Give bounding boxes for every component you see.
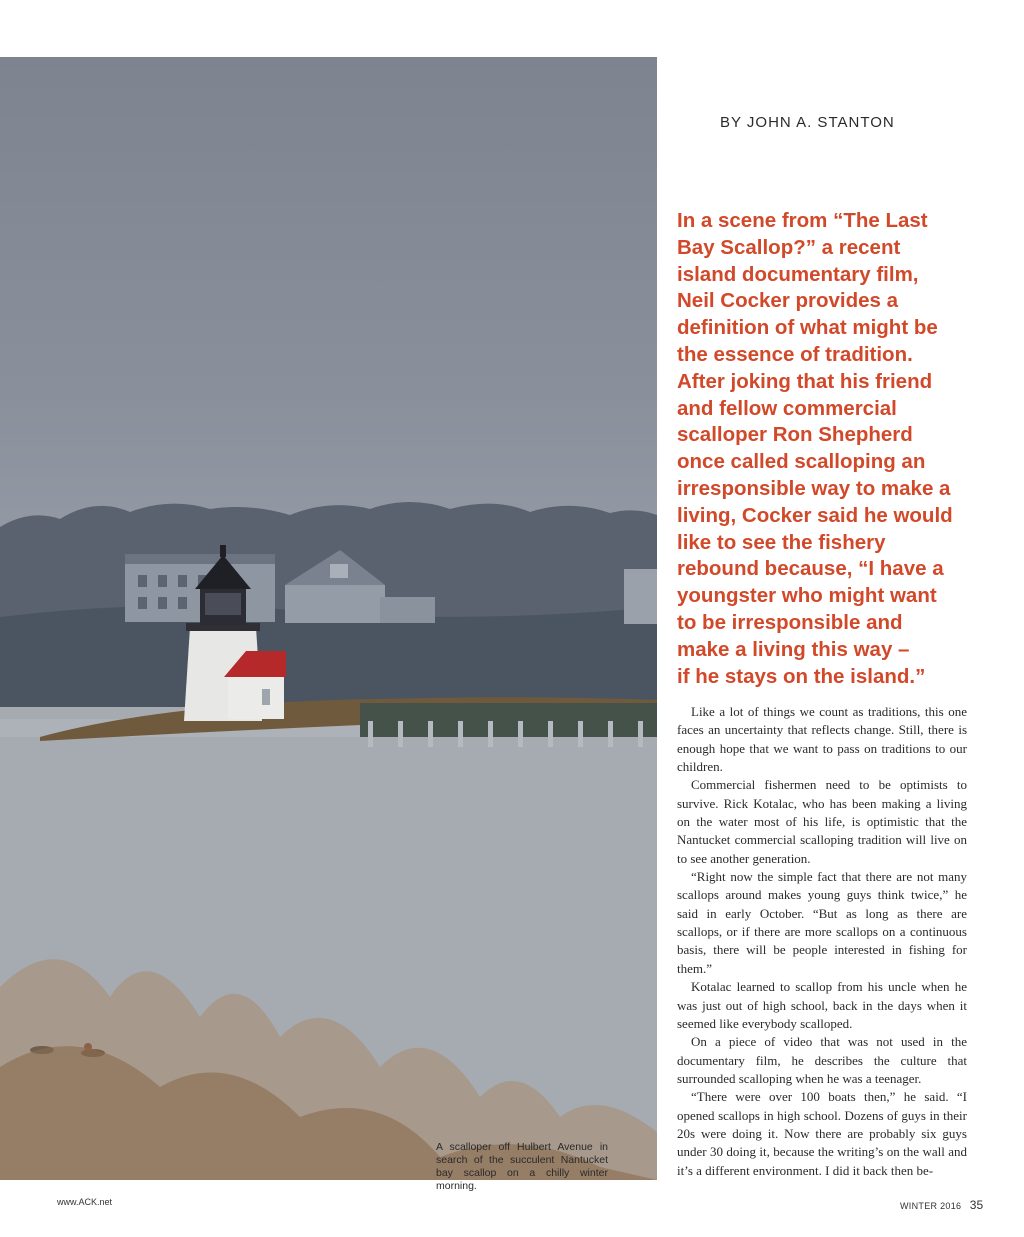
pull-quote-line: Bay Scallop?” a recent: [677, 235, 901, 259]
footer-website: www.ACK.net: [57, 1197, 113, 1207]
pull-quote-line: and fellow commercial: [677, 396, 897, 420]
photo-caption: A scalloper off Hulbert Avenue in search of the succulent Nantucket bay scallop on a chilly winter morning.: [436, 1141, 608, 1192]
body-paragraph: Commercial fishermen need to be optimists to survive. Rick Kotalac, who has been making a living on the water most of his life, is optimistic that the Nantucket commercial scalloping tradition will live on to see another generation.: [677, 777, 967, 866]
footer-folio: [900, 1196, 983, 1214]
pull-quote-line: Neil Cocker provides a: [677, 289, 899, 313]
pull-quote-line: island documentary film,: [677, 262, 919, 286]
pull-quote-line: living, Cocker said he would: [677, 503, 953, 527]
pull-quote-line: like to see the fishery: [677, 530, 886, 554]
pull-quote-line: definition of what might be: [677, 316, 938, 340]
pull-quote-line: scalloper Ron Shepherd: [677, 423, 913, 447]
pull-quote-line: make a living this way –: [677, 637, 910, 661]
pull-quote-line: if he stays on the island.”: [677, 664, 926, 688]
lighthouse-scene-illustration: [0, 57, 657, 1180]
body-paragraph: Like a lot of things we count as traditions, this one faces an uncertainty that reflects change. Still, there is enough hope that we want to pass on traditions to our children.: [677, 704, 967, 775]
pull-quote: [677, 208, 977, 690]
pull-quote-line: to be irresponsible and: [677, 610, 903, 634]
page-number: 35: [969, 1198, 984, 1212]
body-paragraph: Kotalac learned to scallop from his uncle when he was just out of high school, back in the days when it seemed like everybody scalloped.: [677, 979, 967, 1031]
footer-issue: WINTER 2016: [900, 1201, 962, 1211]
pull-quote-line: After joking that his friend: [677, 369, 933, 393]
article-body: [677, 703, 967, 1180]
lighthouse-photo: [0, 57, 657, 1192]
pull-quote-line: youngster who might want: [677, 584, 937, 608]
pull-quote-line: irresponsible way to make a: [677, 476, 951, 500]
body-paragraph: “There were over 100 boats then,” he said. “I opened scallops in high school. Dozens of guys in their 20s were doing it. Now there are probably six guys under 30 doing it, because the writing’s on the wall and it’s a different environment. I did it back then be-: [677, 1089, 967, 1178]
byline-prefix: BY: [720, 114, 742, 131]
pull-quote-line: rebound because, “I have a: [677, 557, 944, 581]
pull-quote-line: In a scene from “The Last: [677, 209, 928, 232]
body-paragraph: “Right now the simple fact that there are not many scallops around makes young guys think twice,” he said in early October. “But as long as there are scallops, or if there are more scallops on a continuous basis, there will be people interested in fishing for them.”: [677, 869, 967, 976]
byline-author: JOHN A. STANTON: [746, 114, 895, 131]
byline: [720, 114, 895, 131]
pull-quote-line: the essence of tradition.: [677, 342, 913, 366]
body-paragraph: On a piece of video that was not used in the documentary film, he describes the culture that surrounded scalloping when he was a teenager.: [677, 1034, 967, 1086]
pull-quote-line: once called scalloping an: [677, 450, 926, 474]
